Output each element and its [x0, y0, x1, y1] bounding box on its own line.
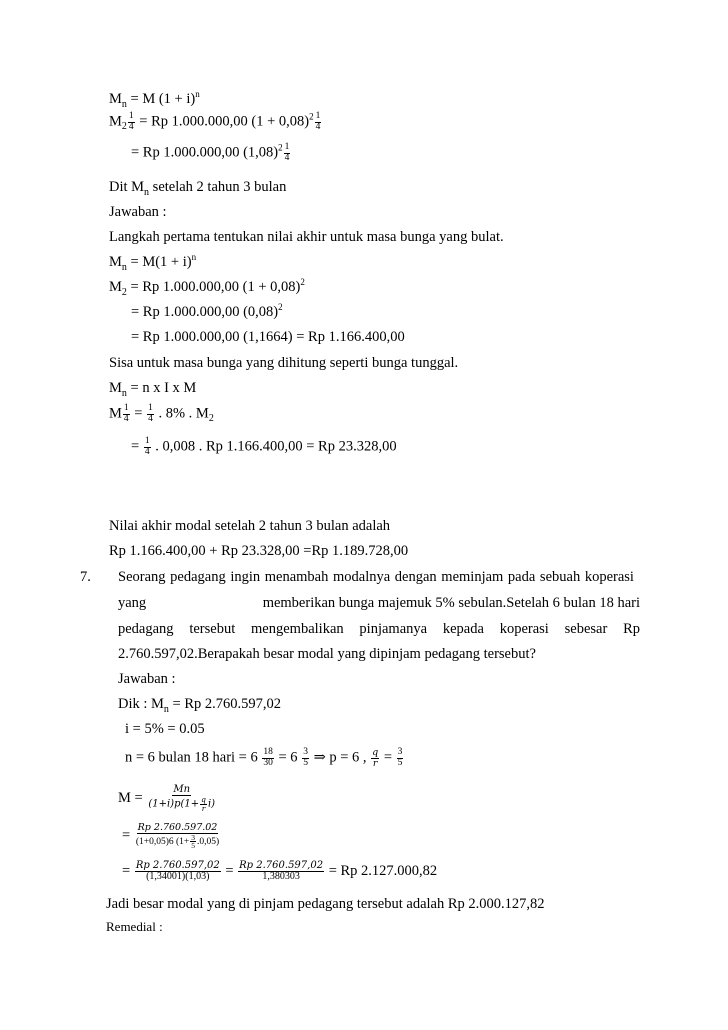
formula-m2-quarter-step: = Rp 1.000.000,00 $(1,08)^2$ $\frac{1}{4}$ [131, 142, 290, 163]
question-line-3: pedagang tersebut mengembalikan pinjamanya kepada koperasi sebesar Rp [118, 621, 640, 637]
formula-principal-result: = $\frac{Rp 2.760.597,02}{(1,34001)(1,03)}$ = $\frac{Rp 2.760.597,02}{1,380303}$ = Rp 2.127.000,82 [122, 860, 438, 882]
formula-m2: $M_2 = Rp$ 1.000.000,00 $(1 + 0,08)^2$ [109, 277, 305, 298]
conclusion: Jadi besar modal yang di pinjam pedagang tersebut adalah Rp 2.000.127,82 [106, 896, 545, 912]
formula-m-principal: M = Mn (1+i)p(1+ $\frac{q}{r}$ i) [118, 784, 216, 813]
remainder-description: Sisa untuk masa bunga yang dihitung seperti bunga tunggal. [109, 355, 459, 371]
known-mn: Dik : $M_n = Rp$ 2.760.597,02 [118, 696, 282, 715]
step-description: Langkah pertama tentukan nilai akhir untuk masa bunga yang bulat. [109, 229, 504, 245]
known-i: i = 5% = 0.05 [125, 721, 205, 737]
final-value-result: Rp 1.166.400,00 + Rp 23.328,00 =Rp 1.189.728,00 [109, 543, 409, 559]
formula-mn: $M_n = M(1 + i)^n$ [109, 252, 197, 273]
question-line-4: 2.760.597,02.Berapakah besar modal yang dipinjam pedagang tersebut? [118, 646, 536, 662]
formula-m2-step: = Rp 1.000.000,00 $(0,08)^2$ [131, 302, 283, 320]
formula-compound-interest: $M_n = M$ $(1 + i)^n$ [109, 89, 200, 110]
answer-label: Jawaban : [109, 204, 167, 220]
formula-m2-quarter: $M_2$ $\frac{1}{4}$ = Rp 1.000.000,00 $(1 + 0,08)^2$ $\frac{1}{4}$ [109, 111, 321, 133]
known-n: n = 6 bulan 18 hari = 6 $\frac{18}{30}$ = 6 $\frac{3}{5}$ ⇒ p = 6 , $\frac{q}{r}$ = $\frac{3}{5}$ [125, 747, 403, 769]
answer-label-7: Jawaban : [118, 671, 176, 687]
formula-quarter-interest-result: = $\frac{1}{4}$ . 0,008 . Rp 1.166.400,00 = Rp 23.328,00 [131, 436, 397, 457]
question-line-1: Seorang pedagang ingin menambah modalnya dengan meminjam pada sebuah koperasi [118, 569, 634, 585]
formula-substitution: = Rp 2.760.597.02 (1+0,05)6 (1+ $\frac{3}{5}$ .0,05) [122, 822, 220, 850]
question-line-2: yang memberikan bunga majemuk 5% sebulan.Setelah 6 bulan 18 hari [118, 595, 640, 611]
question-number: 7. [80, 569, 91, 585]
question-asked: Dit $M_n$ setelah 2 tahun 3 bulan [109, 179, 287, 198]
formula-simple-interest: $M_n = n$ x I x M [109, 380, 197, 399]
final-value-description: Nilai akhir modal setelah 2 tahun 3 bulan adalah [109, 518, 391, 534]
formula-quarter-interest: M $\frac{1}{4}$ = $\frac{1}{4}$ . 8% . $M_2$ [109, 403, 214, 425]
remedial-label: Remedial : [106, 919, 163, 934]
formula-m2-result: = Rp 1.000.000,00 (1,1664) = Rp 1.166.400,00 [131, 329, 405, 345]
